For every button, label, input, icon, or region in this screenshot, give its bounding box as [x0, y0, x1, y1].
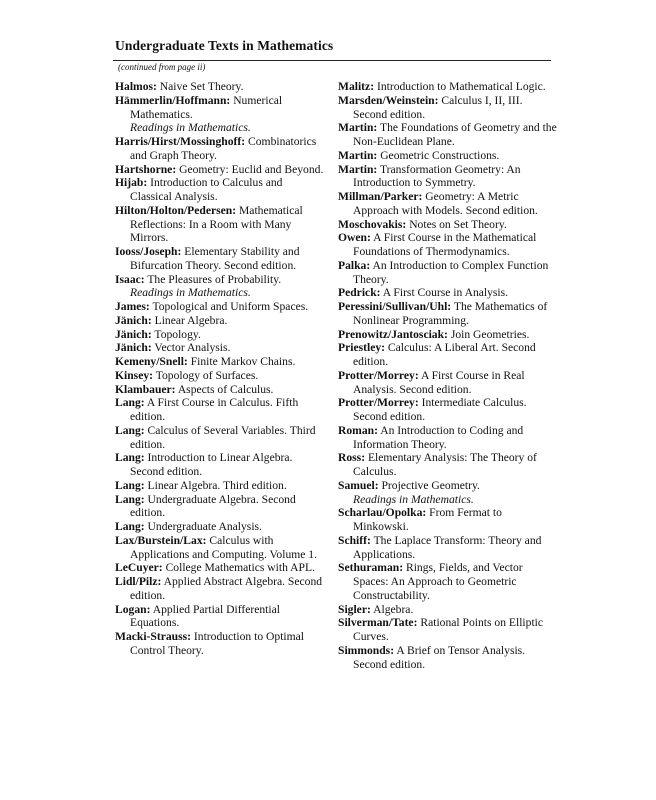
- book-author: LeCuyer:: [115, 561, 163, 575]
- book-author: Iooss/Joseph:: [115, 245, 182, 258]
- book-entry: [338, 369, 558, 397]
- book-title: A First Course in Analysis.: [382, 286, 509, 300]
- book-title: Naive Set Theory.: [159, 80, 244, 93]
- book-title: A First Course in Real Analysis. Second edition.: [353, 368, 525, 396]
- book-entry: [338, 94, 558, 122]
- book-title: Geometry: A Metric Approach with Models. Second edition.: [353, 190, 538, 217]
- book-entry: [338, 121, 558, 149]
- book-series: Readings in Mathematics.: [130, 121, 251, 135]
- book-author: Millman/Parker:: [338, 190, 423, 203]
- book-author: Hartshorne:: [115, 162, 177, 176]
- book-title: Intermediate Calculus. Second edition.: [353, 396, 527, 423]
- book-author: Lang:: [115, 396, 145, 410]
- book-title: Aspects of Calculus.: [177, 382, 274, 396]
- book-title: Elementary Stability and Bifurcation Theory. Second edition.: [130, 245, 300, 272]
- book-author: Sigler:: [338, 602, 371, 616]
- book-title: Applied Abstract Algebra. Second edition.: [130, 575, 323, 602]
- book-title: The Mathematics of Nonlinear Programming.: [353, 300, 548, 327]
- book-entry: [338, 163, 558, 191]
- book-entry: [338, 603, 558, 617]
- book-author: Lang:: [115, 478, 145, 492]
- book-entry: [115, 383, 325, 397]
- book-entry: [115, 355, 325, 369]
- book-entry: [338, 341, 558, 369]
- header-rule: [113, 60, 551, 61]
- book-author: Silverman/Tate:: [338, 616, 418, 630]
- book-author: Scharlau/Opolka:: [338, 506, 427, 520]
- book-entry: [338, 149, 558, 163]
- book-title: Geometry: Euclid and Beyond.: [179, 162, 324, 176]
- book-title: College Mathematics with APL.: [165, 561, 315, 575]
- book-title: A First Course in the Mathematical Foundations of Thermodynamics.: [353, 231, 537, 258]
- book-title: Topological and Uniform Spaces.: [152, 300, 309, 313]
- book-title: Linear Algebra.: [154, 313, 228, 327]
- page-title: Undergraduate Texts in Mathematics: [115, 38, 334, 53]
- book-entry: [115, 630, 325, 658]
- book-entry: [338, 218, 558, 232]
- book-author: Martin:: [338, 162, 378, 176]
- book-title: Topology of Surfaces.: [155, 368, 259, 382]
- book-title: Rational Points on Elliptic Curves.: [353, 616, 544, 643]
- book-author: Hämmerlin/Hoffmann:: [115, 93, 231, 107]
- book-author: Martin:: [338, 121, 378, 135]
- book-title: Topology.: [154, 327, 201, 341]
- book-title: The Pleasures of Probability.: [147, 272, 282, 286]
- book-title: Vector Analysis.: [154, 341, 231, 355]
- book-entry: [338, 300, 558, 328]
- book-entry: [338, 506, 558, 534]
- book-author: Peressini/Sullivan/Uhl:: [338, 300, 452, 313]
- book-author: Jänich:: [115, 327, 152, 341]
- book-title: Elementary Analysis: The Theory of Calculus.: [353, 451, 537, 478]
- book-author: Moschovakis:: [338, 217, 407, 231]
- book-title: The Laplace Transform: Theory and Applications.: [353, 533, 542, 561]
- book-author: Marsden/Weinstein:: [338, 93, 439, 107]
- book-title: An Introduction to Coding and Information Theory.: [353, 423, 524, 451]
- book-entry: [115, 204, 325, 245]
- book-title: Calculus I, II, III. Second edition.: [353, 93, 523, 121]
- book-entry: [338, 616, 558, 644]
- book-entry: [115, 94, 325, 135]
- book-entry: [338, 644, 558, 672]
- book-author: Prenowitz/Jantosciak:: [338, 327, 448, 341]
- book-entry: [115, 80, 325, 94]
- book-entry: [115, 451, 325, 479]
- book-title: Introduction to Linear Algebra. Second edition.: [130, 451, 293, 478]
- book-author: Klambauer:: [115, 382, 176, 396]
- book-entry: [115, 424, 325, 452]
- book-author: Martin:: [338, 148, 378, 162]
- book-title: The Foundations of Geometry and the Non-Euclidean Plane.: [353, 121, 557, 148]
- book-title: Calculus: A Liberal Art. Second edition.: [353, 341, 536, 368]
- book-author: Lang:: [115, 423, 145, 437]
- book-title: Introduction to Mathematical Logic.: [376, 80, 546, 93]
- book-entry: [115, 163, 325, 177]
- book-title: Undergraduate Analysis.: [147, 520, 262, 533]
- book-author: Owen:: [338, 231, 371, 245]
- book-entry: [338, 561, 558, 602]
- book-entry: [338, 424, 558, 452]
- book-entry: [115, 176, 325, 204]
- book-author: Protter/Morrey:: [338, 396, 419, 410]
- book-author: Protter/Morrey:: [338, 368, 419, 382]
- book-title: Combinatorics and Graph Theory.: [130, 135, 317, 162]
- right-column: [338, 80, 558, 671]
- book-author: Ross:: [338, 451, 366, 465]
- book-title: Algebra.: [373, 602, 414, 616]
- book-title: Mathematical Reflections: In a Room with Many Mirrors.: [130, 203, 303, 245]
- book-title: Introduction to Calculus and Classical Analysis.: [130, 176, 283, 203]
- book-entry: [115, 300, 325, 314]
- book-entry: [338, 328, 558, 342]
- book-entry: [338, 190, 558, 218]
- book-title: An Introduction to Complex Function Theory.: [353, 258, 549, 286]
- book-entry: [338, 259, 558, 287]
- book-entry: [338, 479, 558, 507]
- book-author: Harris/Hirst/Mossinghoff:: [115, 135, 246, 148]
- book-entry: [115, 273, 325, 301]
- book-entry: [115, 369, 325, 383]
- book-entry: [338, 286, 558, 300]
- book-title: Join Geometries.: [450, 327, 530, 341]
- book-author: Hijab:: [115, 176, 148, 190]
- book-author: Hilton/Holton/Pedersen:: [115, 203, 237, 217]
- book-author: Halmos:: [115, 80, 157, 93]
- book-author: Palka:: [338, 258, 371, 272]
- book-entry: [115, 479, 325, 493]
- book-entry: [115, 520, 325, 534]
- book-author: Sethuraman:: [338, 561, 404, 575]
- book-title: Rings, Fields, and Vector Spaces: An Approach to Geometric Constructability.: [353, 561, 523, 602]
- book-author: Lang:: [115, 520, 145, 533]
- book-author: Lang:: [115, 451, 145, 465]
- book-author: Isaac:: [115, 272, 145, 286]
- book-author: Pedrick:: [338, 286, 381, 300]
- left-column: [115, 80, 325, 658]
- book-entry: [338, 396, 558, 424]
- book-series: Readings in Mathematics.: [353, 492, 474, 506]
- book-title: Linear Algebra. Third edition.: [147, 478, 287, 492]
- book-title: Applied Partial Differential Equations.: [130, 602, 280, 630]
- book-title: A Brief on Tensor Analysis. Second edition.: [353, 643, 526, 671]
- book-entry: [115, 561, 325, 575]
- book-entry: [115, 534, 325, 562]
- book-entry: [338, 534, 558, 562]
- book-author: Macki-Strauss:: [115, 630, 191, 643]
- book-entry: [338, 231, 558, 259]
- book-author: Jänich:: [115, 341, 152, 355]
- book-entry: [338, 451, 558, 479]
- book-title: Transformation Geometry: An Introduction to Symmetry.: [353, 162, 521, 190]
- book-title: A First Course in Calculus. Fifth edition.: [130, 396, 299, 423]
- book-author: Kemeny/Snell:: [115, 355, 188, 368]
- book-author: Jänich:: [115, 313, 152, 327]
- book-author: Kinsey:: [115, 368, 154, 382]
- book-author: Lang:: [115, 492, 145, 506]
- book-title: Finite Markov Chains.: [190, 355, 296, 368]
- book-entry: [115, 575, 325, 603]
- book-author: Logan:: [115, 602, 151, 616]
- book-entry: [115, 493, 325, 521]
- book-entry: [115, 603, 325, 631]
- book-author: Malitz:: [338, 80, 375, 93]
- book-series: Readings in Mathematics.: [130, 286, 251, 300]
- book-title: Undergraduate Algebra. Second edition.: [130, 492, 296, 520]
- book-author: Lidl/Pilz:: [115, 575, 162, 588]
- book-author: Schiff:: [338, 533, 371, 547]
- book-entry: [115, 314, 325, 328]
- book-title: Geometric Constructions.: [380, 148, 500, 162]
- book-author: Lax/Burstein/Lax:: [115, 533, 207, 547]
- book-author: James:: [115, 300, 150, 313]
- book-title: From Fermat to Minkowski.: [353, 506, 502, 533]
- book-entry: [115, 328, 325, 342]
- book-entry: [115, 396, 325, 424]
- book-title: Numerical Mathematics.: [130, 93, 283, 121]
- book-title: Calculus of Several Variables. Third edition.: [130, 423, 316, 451]
- book-entry: [338, 80, 558, 94]
- book-entry: [115, 135, 325, 163]
- book-author: Roman:: [338, 423, 378, 437]
- book-author: Priestley:: [338, 341, 385, 355]
- book-title: Introduction to Optimal Control Theory.: [130, 630, 305, 657]
- book-title: Projective Geometry.: [381, 478, 480, 492]
- book-entry: [115, 341, 325, 355]
- book-title: Calculus with Applications and Computing. Volume 1.: [130, 533, 317, 561]
- book-entry: [115, 245, 325, 273]
- book-title: Notes on Set Theory.: [409, 217, 507, 231]
- book-author: Samuel:: [338, 478, 379, 492]
- book-author: Simmonds:: [338, 643, 395, 657]
- continued-note: (continued from page ii): [118, 62, 206, 72]
